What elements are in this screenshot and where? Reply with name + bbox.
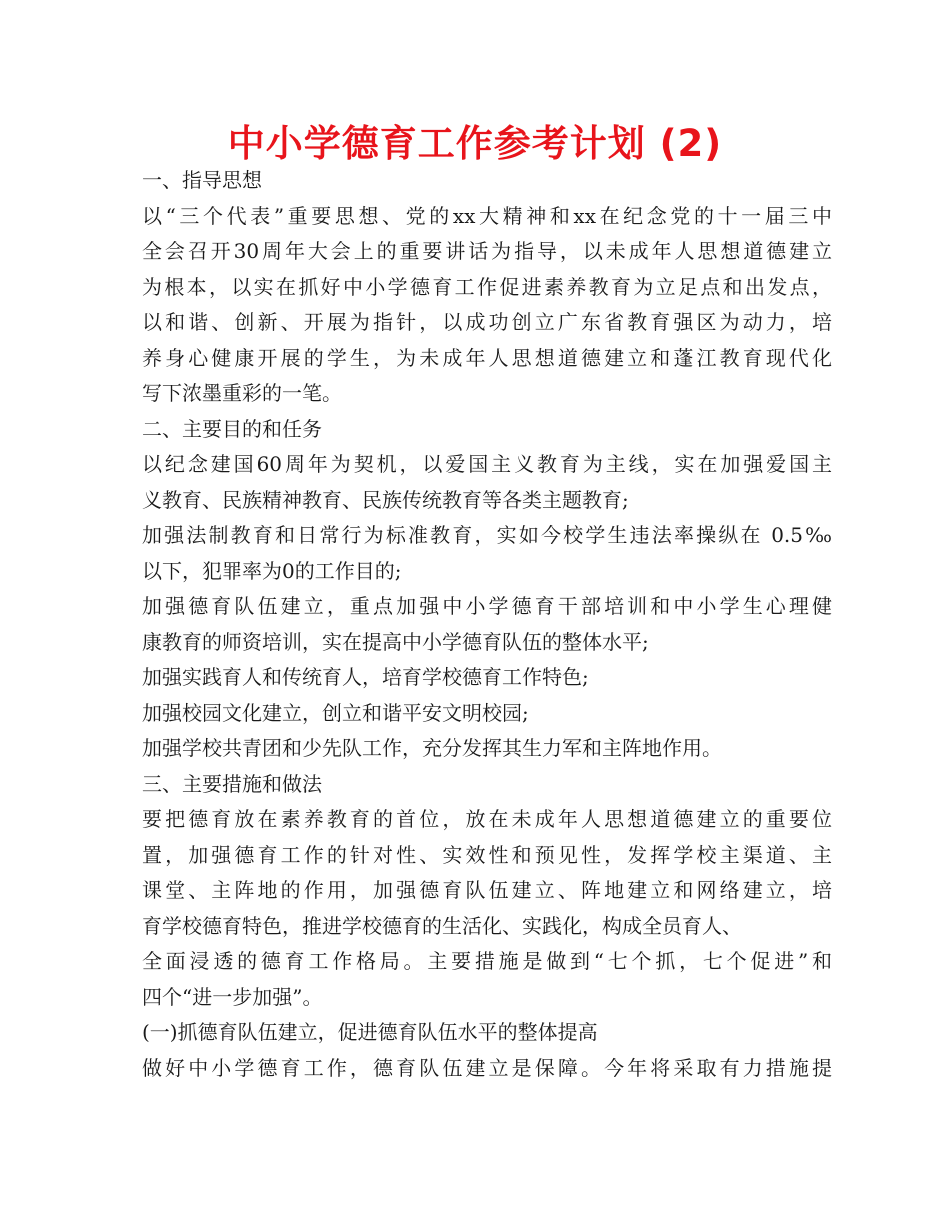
paragraph-line: 全会召开30周年大会上的重要讲话为指导，以未成年人思想道德建立 (142, 239, 832, 263)
section-heading-2: 二、主要目的和任务 (142, 416, 322, 441)
paragraph-line: 要把德育放在素养教育的首位，放在未成年人思想道德建立的重要位 (142, 807, 832, 831)
paragraph-line: 以“三个代表”重要思想、党的xx大精神和xx在纪念党的十一届三中 (142, 203, 832, 228)
paragraph-line: 加强实践育人和传统育人，培育学校德育工作特色; (142, 665, 589, 689)
paragraph-line: 以纪念建国60周年为契机，以爱国主义教育为主线，实在加强爱国主 (142, 452, 832, 476)
paragraph-line: 课堂、主阵地的作用，加强德育队伍建立、阵地建立和网络建立，培 (142, 878, 832, 902)
paragraph-line: 全面浸透的德育工作格局。主要措施是做到“七个抓，七个促进”和 (142, 949, 832, 973)
paragraph-line: 加强校园文化建立，创立和谐平安文明校园; (142, 700, 529, 725)
paragraph-line: 为根本，以实在抓好中小学德育工作促进素养教育为立足点和出发点， (142, 274, 832, 299)
paragraph-line: 以下，犯罪率为0的工作目的; (142, 558, 402, 583)
paragraph-line: 加强法制教育和日常行为标准教育，实如今校学生违法率操纵在 0.5‰ (142, 523, 832, 547)
paragraph-line: 康教育的师资培训，实在提高中小学德育队伍的整体水平; (142, 629, 649, 654)
section-heading-3: 三、主要措施和做法 (142, 771, 322, 796)
section-heading-1: 一、指导思想 (142, 168, 262, 192)
paragraph-line: 加强学校共青团和少先队工作，充分发挥其生力军和主阵地作用。 (142, 736, 722, 760)
document-body (142, 163, 832, 1086)
paragraph-line: 写下浓墨重彩的一笔。 (142, 381, 342, 405)
paragraph-line: 加强德育队伍建立，重点加强中小学德育干部培训和中小学生心理健 (142, 594, 832, 618)
subsection-heading: (一)抓德育队伍建立，促进德育队伍水平的整体提高 (142, 1020, 598, 1044)
document-title: 中小学德育工作参考计划 (2) (227, 122, 723, 165)
paragraph-line: 做好中小学德育工作，德育队伍建立是保障。今年将采取有力措施提 (142, 1055, 832, 1080)
paragraph-line: 以和谐、创新、开展为指针，以成功创立广东省教育强区为动力，培 (142, 310, 832, 334)
paragraph-line: 置，加强德育工作的针对性、实效性和预见性，发挥学校主渠道、主 (142, 842, 832, 867)
paragraph-line: 养身心健康开展的学生，为未成年人思想道德建立和蓬江教育现代化 (142, 345, 832, 370)
paragraph-line: 四个“进一步加强”。 (142, 984, 323, 1009)
paragraph-line: 育学校德育特色，推进学校德育的生活化、实践化，构成全员育人、 (142, 913, 742, 938)
paragraph-line: 义教育、民族精神教育、民族传统教育等各类主题教育; (142, 487, 629, 512)
